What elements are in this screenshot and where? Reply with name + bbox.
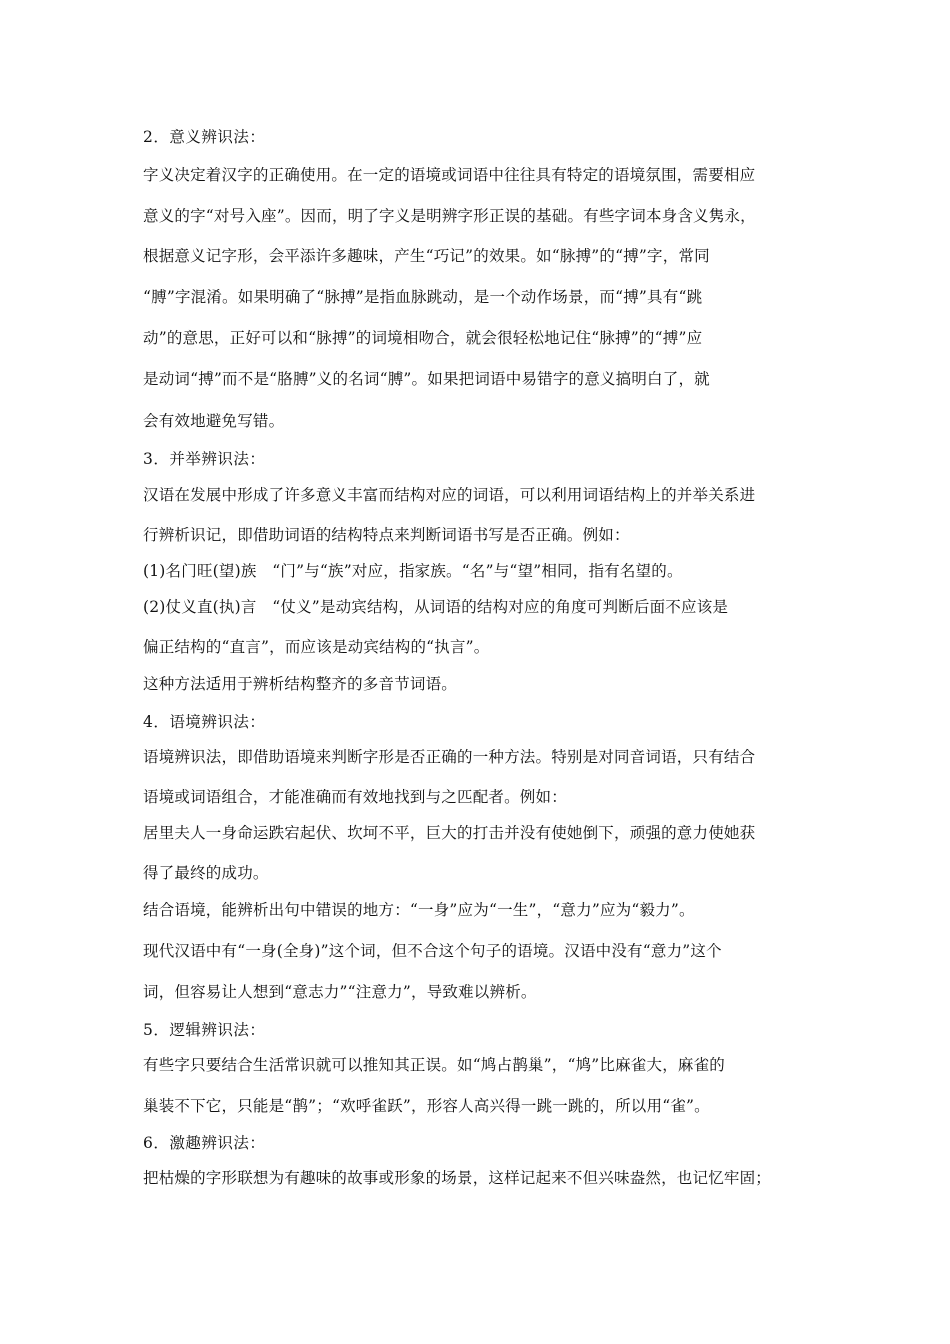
paragraph-line: 现代汉语中有“一身(全身)”这个词，但不合这个句子的语境。汉语中没有“意力”这个 [143, 942, 722, 960]
section-heading: 5．逻辑辨识法： [143, 1021, 266, 1039]
paragraph-line: 会有效地避免写错。 [143, 412, 285, 430]
section-heading: 2．意义辨识法： [143, 128, 266, 146]
paragraph-line: 偏正结构的“直言”，而应该是动宾结构的“执言”。 [143, 638, 490, 656]
paragraph-line: 汉语在发展中形成了许多意义丰富而结构对应的词语，可以利用词语结构上的并举关系进 [143, 486, 756, 504]
paragraph-line: 结合语境，能辨析出句中错误的地方：“一身”应为“一生”，“意力”应为“毅力”。 [143, 901, 695, 919]
paragraph-line: 语境或词语组合，才能准确而有效地找到与之匹配者。例如： [143, 788, 567, 806]
section-heading: 3．并举辨识法： [143, 450, 266, 468]
example-line: 得了最终的成功。 [143, 864, 269, 882]
paragraph-line: 语境辨识法，即借助语境来判断字形是否正确的一种方法。特别是对同音词语，只有结合 [143, 748, 756, 766]
paragraph-line: 行辨析识记，即借助词语的结构特点来判断词语书写是否正确。例如： [143, 526, 630, 544]
example-line: (1)名门旺(望)族 “门”与“族”对应，指家族。“名”与“望”相同，指有名望的。 [143, 562, 683, 580]
paragraph-line: 巢装不下它，只能是“鹊”；“欢呼雀跃”，形容人高兴得一跳一跳的，所以用“雀”。 [143, 1097, 710, 1115]
paragraph-line: 意义的字“对号入座”。因而，明了字义是明辨字形正误的基础。有些字词本身含义隽永， [143, 207, 756, 225]
paragraph-line: 这种方法适用于辨析结构整齐的多音节词语。 [143, 675, 458, 693]
paragraph-line: 是动词“搏”而不是“胳膊”义的名词“膊”。如果把词语中易错字的意义搞明白了，就 [143, 370, 710, 388]
paragraph-line: 根据意义记字形，会平添许多趣味，产生“巧记”的效果。如“脉搏”的“搏”字，常同 [143, 247, 710, 265]
paragraph-line: 词，但容易让人想到“意志力”“注意力”，导致难以辨析。 [143, 983, 537, 1001]
example-line: (2)仗义直(执)言 “仗义”是动宾结构，从词语的结构对应的角度可判断后面不应该是 [143, 598, 729, 616]
section-heading: 6．激趣辨识法： [143, 1134, 266, 1152]
paragraph-line: “膊”字混淆。如果明确了“脉搏”是指血脉跳动，是一个动作场景，而“搏”具有“跳 [143, 288, 703, 306]
paragraph-line: 动”的意思，正好可以和“脉搏”的词境相吻合，就会很轻松地记住“脉搏”的“搏”应 [143, 329, 703, 347]
section-heading: 4．语境辨识法： [143, 713, 266, 731]
paragraph-line: 把枯燥的字形联想为有趣味的故事或形象的场景，这样记起来不但兴味盎然，也记忆牢固； [143, 1169, 772, 1187]
example-line: 居里夫人一身命运跌宕起伏、坎坷不平，巨大的打击并没有使她倒下，顽强的意力使她获 [143, 824, 756, 842]
paragraph-line: 字义决定着汉字的正确使用。在一定的语境或词语中往往具有特定的语境氛围，需要相应 [143, 166, 756, 184]
paragraph-line: 有些字只要结合生活常识就可以推知其正误。如“鸠占鹊巢”，“鸠”比麻雀大，麻雀的 [143, 1056, 725, 1074]
